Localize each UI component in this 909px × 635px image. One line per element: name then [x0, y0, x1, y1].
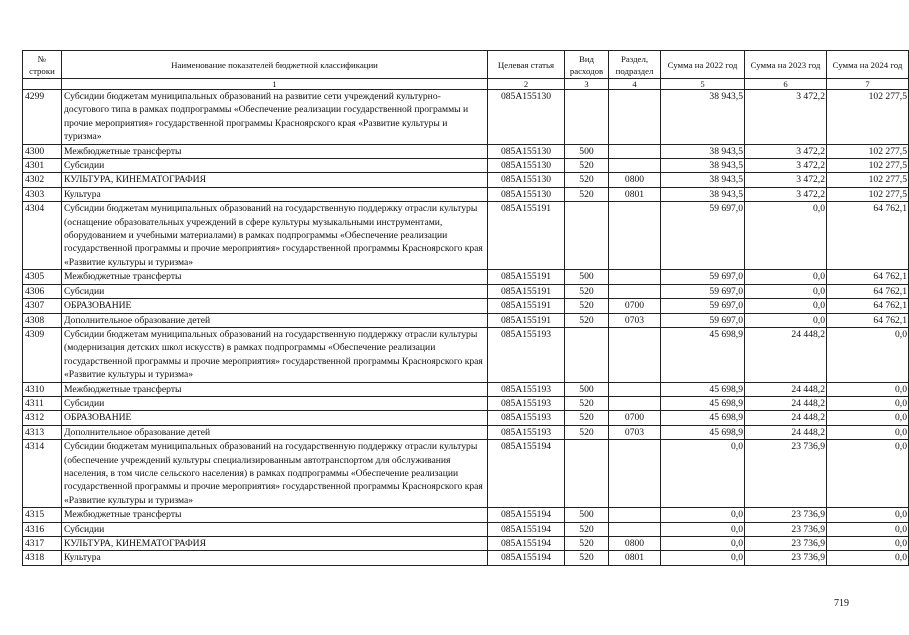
expense-type-cell: 500	[565, 382, 609, 396]
expense-type-cell	[565, 90, 609, 145]
section-cell	[609, 327, 661, 382]
sum-2023-cell: 24 448,2	[745, 425, 827, 439]
indicator-name-cell: Дополнительное образование детей	[62, 425, 488, 439]
sum-2022-cell: 45 698,9	[661, 382, 745, 396]
table-row	[23, 537, 909, 551]
column-index-cell	[23, 79, 62, 90]
target-article-cell: 085А155193	[488, 327, 565, 382]
sum-2022-cell: 59 697,0	[661, 313, 745, 327]
sum-2023-cell: 24 448,2	[745, 396, 827, 410]
section-cell: 0801	[609, 551, 661, 565]
expense-type-cell: 520	[565, 551, 609, 565]
expense-type-cell: 520	[565, 284, 609, 298]
target-article-cell: 085А155193	[488, 382, 565, 396]
section-cell: 0801	[609, 187, 661, 201]
indicator-name-cell: Субсидии	[62, 522, 488, 536]
indicator-name-cell: Субсидии бюджетам муниципальных образований на государственную поддержку отрасли культуры (обеспечение учреждений культуры специализированным автотранспортом для обслуживания населения, в том числе сельского населения) в рамках подпрограммы «Обеспечение реализации государственной программы и прочие мероприятия» государственной программы Красноярского края «Развитие культуры и туризма»	[62, 440, 488, 508]
target-article-cell: 085А155194	[488, 508, 565, 522]
row-number-cell: 4303	[23, 187, 62, 201]
expense-type-cell: 500	[565, 270, 609, 284]
header-sum-2023: Сумма на 2023 год	[745, 51, 827, 79]
target-article-cell: 085А155130	[488, 187, 565, 201]
sum-2022-cell: 0,0	[661, 537, 745, 551]
sum-2023-cell: 3 472,2	[745, 90, 827, 145]
expense-type-cell: 520	[565, 173, 609, 187]
sum-2024-cell: 102 277,5	[827, 173, 909, 187]
row-number-cell: 4307	[23, 299, 62, 313]
sum-2022-cell: 38 943,5	[661, 90, 745, 145]
row-number-cell: 4300	[23, 144, 62, 158]
section-cell	[609, 284, 661, 298]
section-cell	[609, 159, 661, 173]
sum-2023-cell: 23 736,9	[745, 522, 827, 536]
sum-2023-cell: 23 736,9	[745, 508, 827, 522]
target-article-cell: 085А155191	[488, 202, 565, 270]
indicator-name-cell: Субсидии	[62, 284, 488, 298]
target-article-cell: 085А155193	[488, 425, 565, 439]
target-article-cell: 085А155191	[488, 270, 565, 284]
row-number-cell: 4313	[23, 425, 62, 439]
section-cell	[609, 522, 661, 536]
section-cell	[609, 270, 661, 284]
row-number-cell: 4317	[23, 537, 62, 551]
section-cell	[609, 90, 661, 145]
sum-2022-cell: 59 697,0	[661, 299, 745, 313]
target-article-cell: 085А155191	[488, 313, 565, 327]
sum-2024-cell: 64 762,1	[827, 202, 909, 270]
row-number-cell: 4309	[23, 327, 62, 382]
section-cell: 0700	[609, 411, 661, 425]
target-article-cell: 085А155194	[488, 537, 565, 551]
row-number-cell: 4305	[23, 270, 62, 284]
section-cell: 0703	[609, 313, 661, 327]
target-article-cell: 085А155191	[488, 284, 565, 298]
indicator-name-cell: КУЛЬТУРА, КИНЕМАТОГРАФИЯ	[62, 173, 488, 187]
sum-2023-cell: 3 472,2	[745, 187, 827, 201]
sum-2022-cell: 38 943,5	[661, 187, 745, 201]
sum-2022-cell: 45 698,9	[661, 411, 745, 425]
sum-2024-cell: 0,0	[827, 396, 909, 410]
header-indicator-name: Наименование показателей бюджетной классификации	[62, 51, 488, 79]
table-body	[23, 90, 909, 566]
sum-2023-cell: 23 736,9	[745, 537, 827, 551]
sum-2023-cell: 23 736,9	[745, 551, 827, 565]
expense-type-cell: 520	[565, 313, 609, 327]
section-cell: 0800	[609, 537, 661, 551]
sum-2023-cell: 0,0	[745, 299, 827, 313]
sum-2024-cell: 0,0	[827, 382, 909, 396]
sum-2023-cell: 3 472,2	[745, 173, 827, 187]
sum-2023-cell: 0,0	[745, 284, 827, 298]
header-target-article: Целевая статья	[488, 51, 565, 79]
expense-type-cell: 520	[565, 187, 609, 201]
sum-2023-cell: 23 736,9	[745, 440, 827, 508]
indicator-name-cell: КУЛЬТУРА, КИНЕМАТОГРАФИЯ	[62, 537, 488, 551]
sum-2023-cell: 0,0	[745, 202, 827, 270]
indicator-name-cell: Субсидии бюджетам муниципальных образований на государственную поддержку отрасли культуры (оснащение образовательных учреждений в сфере культуры музыкальными инструментами, оборудованием и учебными материалами) в рамках подпрограммы «Обеспечение реализации государственной программы и прочие мероприятия» государственной программы Красноярского края «Развитие культуры и туризма»	[62, 202, 488, 270]
sum-2024-cell: 0,0	[827, 508, 909, 522]
sum-2023-cell: 24 448,2	[745, 327, 827, 382]
table-row	[23, 382, 909, 396]
indicator-name-cell: Культура	[62, 551, 488, 565]
target-article-cell: 085А155191	[488, 299, 565, 313]
section-cell: 0703	[609, 425, 661, 439]
sum-2022-cell: 38 943,5	[661, 144, 745, 158]
expense-type-cell: 520	[565, 522, 609, 536]
table-row	[23, 327, 909, 382]
section-cell	[609, 396, 661, 410]
expense-type-cell: 520	[565, 411, 609, 425]
sum-2023-cell: 3 472,2	[745, 159, 827, 173]
row-number-cell: 4314	[23, 440, 62, 508]
indicator-name-cell: Дополнительное образование детей	[62, 313, 488, 327]
indicator-name-cell: Межбюджетные трансферты	[62, 508, 488, 522]
target-article-cell: 085А155130	[488, 173, 565, 187]
row-number-cell: 4318	[23, 551, 62, 565]
indicator-name-cell: ОБРАЗОВАНИЕ	[62, 299, 488, 313]
table-row	[23, 187, 909, 201]
target-article-cell: 085А155130	[488, 90, 565, 145]
sum-2022-cell: 45 698,9	[661, 396, 745, 410]
table-row	[23, 396, 909, 410]
target-article-cell: 085А155194	[488, 522, 565, 536]
expense-type-cell: 500	[565, 508, 609, 522]
column-index-cell: 3	[565, 79, 609, 90]
target-article-cell: 085А155193	[488, 396, 565, 410]
sum-2024-cell: 64 762,1	[827, 313, 909, 327]
section-cell	[609, 202, 661, 270]
header-sum-2024: Сумма на 2024 год	[827, 51, 909, 79]
table-row	[23, 299, 909, 313]
sum-2022-cell: 0,0	[661, 440, 745, 508]
column-index-cell: 6	[745, 79, 827, 90]
sum-2024-cell: 0,0	[827, 522, 909, 536]
sum-2024-cell: 102 277,5	[827, 159, 909, 173]
expense-type-cell: 520	[565, 299, 609, 313]
column-index-cell: 7	[827, 79, 909, 90]
sum-2022-cell: 45 698,9	[661, 425, 745, 439]
sum-2022-cell: 0,0	[661, 522, 745, 536]
expense-type-cell: 500	[565, 144, 609, 158]
sum-2022-cell: 59 697,0	[661, 270, 745, 284]
header-row-number: № строки	[23, 51, 62, 79]
row-number-cell: 4306	[23, 284, 62, 298]
column-index-cell: 1	[62, 79, 488, 90]
target-article-cell: 085А155130	[488, 144, 565, 158]
indicator-name-cell: Субсидии бюджетам муниципальных образований на развитие сети учреждений культурно-досугового типа в рамках подпрограммы «Обеспечение реализации государственной программы и прочие мероприятия» государственной программы Красноярского края «Развитие культуры и туризма»	[62, 90, 488, 145]
sum-2023-cell: 0,0	[745, 313, 827, 327]
sum-2022-cell: 38 943,5	[661, 159, 745, 173]
target-article-cell: 085А155193	[488, 411, 565, 425]
indicator-name-cell: ОБРАЗОВАНИЕ	[62, 411, 488, 425]
section-cell	[609, 382, 661, 396]
column-index-cell: 2	[488, 79, 565, 90]
sum-2023-cell: 0,0	[745, 270, 827, 284]
sum-2024-cell: 0,0	[827, 425, 909, 439]
row-number-cell: 4308	[23, 313, 62, 327]
table-row	[23, 425, 909, 439]
row-number-cell: 4316	[23, 522, 62, 536]
sum-2024-cell: 64 762,1	[827, 299, 909, 313]
sum-2024-cell: 102 277,5	[827, 144, 909, 158]
sum-2022-cell: 38 943,5	[661, 173, 745, 187]
indicator-name-cell: Культура	[62, 187, 488, 201]
indicator-name-cell: Субсидии	[62, 396, 488, 410]
row-number-cell: 4310	[23, 382, 62, 396]
column-index-row	[23, 79, 909, 90]
row-number-cell: 4311	[23, 396, 62, 410]
sum-2024-cell: 64 762,1	[827, 284, 909, 298]
sum-2024-cell: 0,0	[827, 440, 909, 508]
sum-2023-cell: 24 448,2	[745, 382, 827, 396]
row-number-cell: 4301	[23, 159, 62, 173]
header-sum-2022: Сумма на 2022 год	[661, 51, 745, 79]
target-article-cell: 085А155130	[488, 159, 565, 173]
row-number-cell: 4312	[23, 411, 62, 425]
sum-2023-cell: 24 448,2	[745, 411, 827, 425]
section-cell	[609, 440, 661, 508]
table-row	[23, 313, 909, 327]
table-row	[23, 270, 909, 284]
table-row	[23, 159, 909, 173]
page-number: 719	[834, 598, 849, 609]
indicator-name-cell: Межбюджетные трансферты	[62, 270, 488, 284]
column-index-cell: 4	[609, 79, 661, 90]
table-row	[23, 173, 909, 187]
indicator-name-cell: Межбюджетные трансферты	[62, 144, 488, 158]
table-row	[23, 284, 909, 298]
row-number-cell: 4299	[23, 90, 62, 145]
expense-type-cell: 520	[565, 425, 609, 439]
budget-table	[22, 50, 909, 566]
header-expense-type: Вид расходов	[565, 51, 609, 79]
table-row	[23, 202, 909, 270]
sum-2024-cell: 102 277,5	[827, 187, 909, 201]
section-cell	[609, 144, 661, 158]
sum-2024-cell: 0,0	[827, 411, 909, 425]
table-row	[23, 508, 909, 522]
section-cell: 0800	[609, 173, 661, 187]
column-index-cell: 5	[661, 79, 745, 90]
table-row	[23, 440, 909, 508]
section-cell	[609, 508, 661, 522]
table-header	[23, 51, 909, 90]
table-row	[23, 522, 909, 536]
expense-type-cell	[565, 202, 609, 270]
sum-2024-cell: 102 277,5	[827, 90, 909, 145]
expense-type-cell: 520	[565, 159, 609, 173]
row-number-cell: 4315	[23, 508, 62, 522]
indicator-name-cell: Субсидии	[62, 159, 488, 173]
expense-type-cell: 520	[565, 396, 609, 410]
target-article-cell: 085А155194	[488, 440, 565, 508]
table-row	[23, 551, 909, 565]
sum-2022-cell: 45 698,9	[661, 327, 745, 382]
sum-2022-cell: 0,0	[661, 508, 745, 522]
table-row	[23, 144, 909, 158]
sum-2024-cell: 0,0	[827, 537, 909, 551]
sum-2024-cell: 0,0	[827, 327, 909, 382]
indicator-name-cell: Субсидии бюджетам муниципальных образований на государственную поддержку отрасли культуры (модернизация детских школ искусств) в рамках подпрограммы «Обеспечение реализации государственной программы и прочие мероприятия» государственной программы Красноярского края «Развитие культуры и туризма»	[62, 327, 488, 382]
indicator-name-cell: Межбюджетные трансферты	[62, 382, 488, 396]
target-article-cell: 085А155194	[488, 551, 565, 565]
sum-2022-cell: 59 697,0	[661, 202, 745, 270]
expense-type-cell	[565, 327, 609, 382]
expense-type-cell: 520	[565, 537, 609, 551]
section-cell: 0700	[609, 299, 661, 313]
sum-2024-cell: 0,0	[827, 551, 909, 565]
row-number-cell: 4302	[23, 173, 62, 187]
expense-type-cell	[565, 440, 609, 508]
table-row	[23, 411, 909, 425]
sum-2022-cell: 0,0	[661, 551, 745, 565]
sum-2024-cell: 64 762,1	[827, 270, 909, 284]
sum-2022-cell: 59 697,0	[661, 284, 745, 298]
row-number-cell: 4304	[23, 202, 62, 270]
table-row	[23, 90, 909, 145]
sum-2023-cell: 3 472,2	[745, 144, 827, 158]
header-section: Раздел, подраздел	[609, 51, 661, 79]
